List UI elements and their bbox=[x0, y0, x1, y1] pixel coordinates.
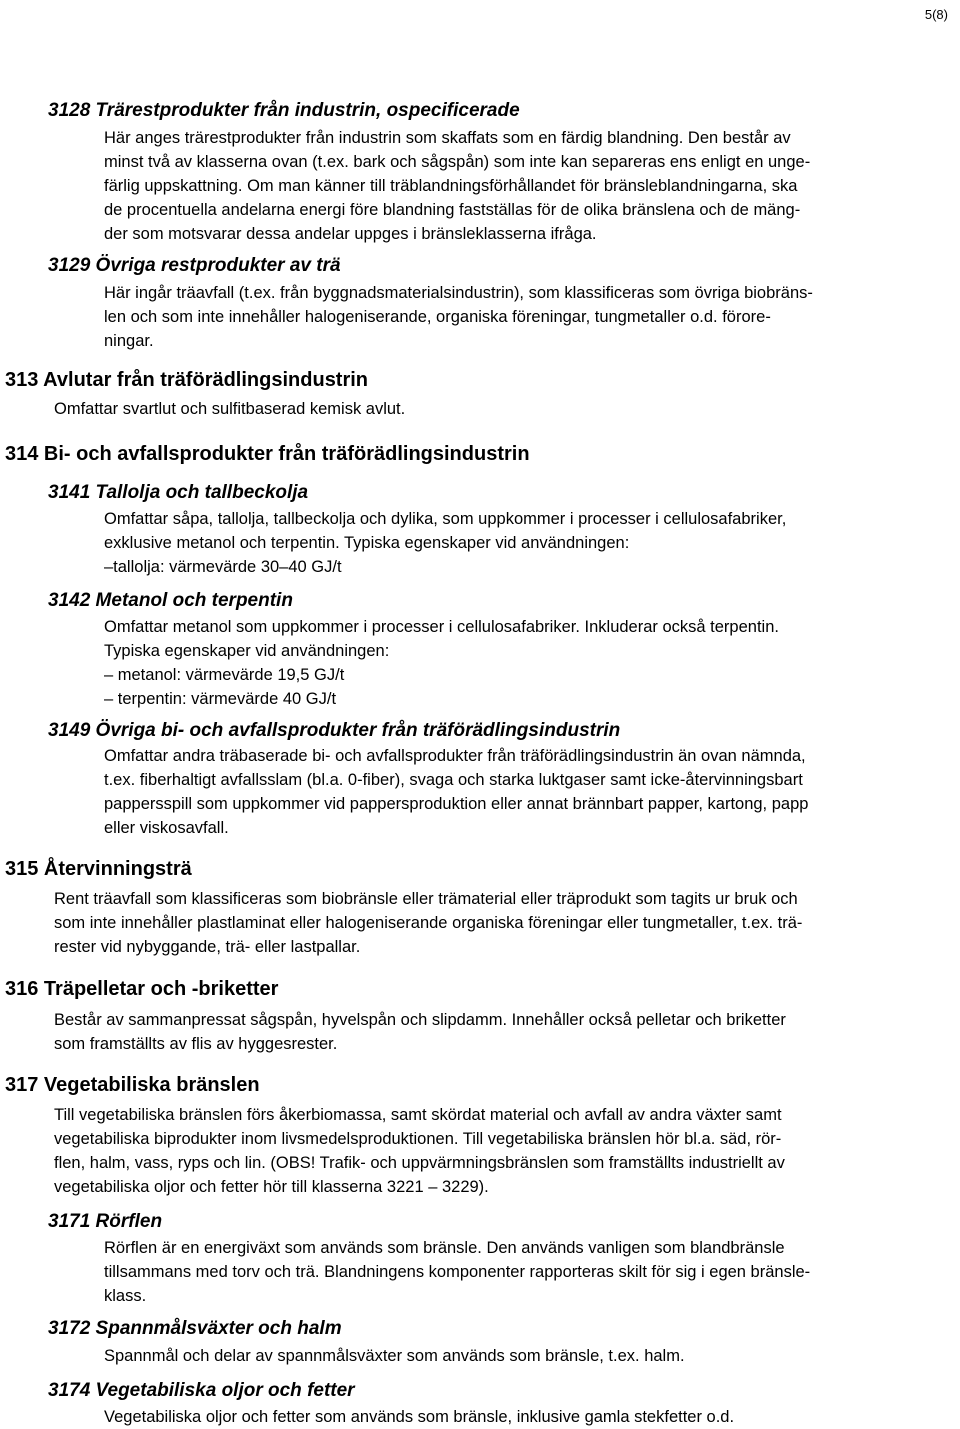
heading-3149: 3149 Övriga bi- och avfallsprodukter från träförädlingsindustrin bbox=[48, 720, 621, 741]
text-line: Omfattar såpa, tallolja, tallbeckolja och dylika, som uppkommer i processer i cellulosafabriker, bbox=[104, 510, 787, 528]
heading-315: 315 Återvinningsträ bbox=[5, 858, 192, 880]
text-line: Omfattar andra träbaserade bi- och avfallsprodukter från träförädlingsindustrin än ovan nämnda, bbox=[104, 747, 806, 765]
text-line: tillsammans med torv och trä. Blandningens komponenter rapporteras skilt för sig i egen bränsle- bbox=[104, 1263, 811, 1281]
text-line: Till vegetabiliska bränslen förs åkerbiomassa, samt skördat material och avfall av andra växter samt bbox=[54, 1106, 782, 1124]
text-line: Omfattar metanol som uppkommer i processer i cellulosafabriker. Inkluderar också terpentin. bbox=[104, 618, 779, 636]
text-line: len och som inte innehåller halogeniserande, organiska föreningar, tungmetaller o.d. förore- bbox=[104, 308, 771, 326]
text-line: vegetabiliska oljor och fetter hör till klasserna 3221 – 3229). bbox=[54, 1178, 489, 1196]
text-line: minst två av klasserna ovan (t.ex. bark och sågspån) som inte kan separeras ens enligt en unge- bbox=[104, 153, 811, 171]
paragraph-3174 bbox=[104, 1405, 734, 1429]
text-line: eller viskosavfall. bbox=[104, 819, 229, 837]
paragraph-317 bbox=[54, 1103, 785, 1199]
text-line: som framställts av flis av hyggesrester. bbox=[54, 1035, 338, 1053]
page-number: 5(8) bbox=[924, 7, 948, 22]
paragraph-3129 bbox=[104, 281, 813, 353]
text-line: –tallolja: värmevärde 30–40 GJ/t bbox=[104, 558, 342, 576]
heading-3171: 3171 Rörflen bbox=[48, 1211, 163, 1232]
text-line: som inte innehåller plastlaminat eller halogeniserande organiska föreningar eller tungmetaller, t.ex. trä- bbox=[54, 914, 803, 932]
paragraph-3141 bbox=[104, 507, 786, 579]
text-line: Omfattar svartlut och sulfitbaserad kemisk avlut. bbox=[54, 400, 406, 418]
heading-3129: 3129 Övriga restprodukter av trä bbox=[48, 255, 341, 276]
text-line: Typiska egenskaper vid användningen: bbox=[104, 642, 390, 660]
heading-316: 316 Träpelletar och -briketter bbox=[5, 978, 279, 1000]
text-line: vegetabiliska biprodukter inom livsmedelsproduktionen. Till vegetabiliska bränslen hör bl.a. säd, rör- bbox=[54, 1130, 782, 1148]
text-line: rester vid nybyggande, trä- eller lastpallar. bbox=[54, 938, 361, 956]
text-line: ningar. bbox=[104, 332, 154, 350]
text-line: flen, halm, vass, ryps och lin. (OBS! Trafik- och uppvärmningsbränslen som framställts industriellt av bbox=[54, 1154, 785, 1172]
heading-317: 317 Vegetabiliska bränslen bbox=[5, 1074, 260, 1096]
text-line: – terpentin: värmevärde 40 GJ/t bbox=[104, 690, 337, 708]
text-line: Här anges trärestprodukter från industrin som skaffats som en färdig blandning. Den består av bbox=[104, 129, 791, 147]
text-line: exklusive metanol och terpentin. Typiska egenskaper vid användningen: bbox=[104, 534, 630, 552]
text-line: Spannmål och delar av spannmålsväxter som används som bränsle, t.ex. halm. bbox=[104, 1347, 685, 1365]
text-line: Här ingår träavfall (t.ex. från byggnadsmaterialsindustrin), som klassificeras som övriga biobräns- bbox=[104, 284, 813, 302]
heading-3141: 3141 Tallolja och tallbeckolja bbox=[48, 482, 309, 503]
text-line: Vegetabiliska oljor och fetter som används som bränsle, inklusive gamla stekfetter o.d. bbox=[104, 1408, 735, 1426]
heading-314: 314 Bi- och avfallsprodukter från träförädlingsindustrin bbox=[5, 443, 530, 465]
paragraph-316 bbox=[54, 1008, 786, 1056]
text-line: der som motsvarar dessa andelar uppges i bränsleklasserna ifråga. bbox=[104, 225, 597, 243]
text-line: färlig uppskattning. Om man känner till träblandningsförhållandet för bränsleblandningarna, ska bbox=[104, 177, 798, 195]
heading-3128: 3128 Trärestprodukter från industrin, ospecificerade bbox=[48, 100, 520, 121]
paragraph-313 bbox=[54, 397, 405, 421]
text-line: – metanol: värmevärde 19,5 GJ/t bbox=[104, 666, 345, 684]
text-line: Rörflen är en energiväxt som används som bränsle. Den används vanligen som blandbränsle bbox=[104, 1239, 785, 1257]
heading-3172: 3172 Spannmålsväxter och halm bbox=[48, 1318, 342, 1339]
paragraph-3142 bbox=[104, 615, 779, 711]
paragraph-3171 bbox=[104, 1236, 810, 1308]
heading-313: 313 Avlutar från träförädlingsindustrin bbox=[5, 369, 369, 391]
text-line: pappersspill som uppkommer vid pappersproduktion eller annat brännbart papper, kartong, papp bbox=[104, 795, 809, 813]
text-line: Rent träavfall som klassificeras som biobränsle eller trämaterial eller träprodukt som tagits ur bruk och bbox=[54, 890, 798, 908]
paragraph-315 bbox=[54, 887, 802, 959]
text-line: de procentuella andelarna energi före blandning fastställas för de olika bränslena och de mäng- bbox=[104, 201, 801, 219]
text-line: klass. bbox=[104, 1287, 147, 1305]
paragraph-3128 bbox=[104, 126, 810, 246]
heading-3174: 3174 Vegetabiliska oljor och fetter bbox=[48, 1380, 355, 1401]
paragraph-3172 bbox=[104, 1344, 685, 1368]
heading-3142: 3142 Metanol och terpentin bbox=[48, 590, 293, 611]
paragraph-3149 bbox=[104, 744, 808, 840]
text-line: Består av sammanpressat sågspån, hyvelspån och slipdamm. Innehåller också pelletar och briketter bbox=[54, 1011, 786, 1029]
text-line: t.ex. fiberhaltigt avfallsslam (bl.a. 0-fiber), svaga och starka luktgaser samt icke-återvinningsbart bbox=[104, 771, 803, 789]
